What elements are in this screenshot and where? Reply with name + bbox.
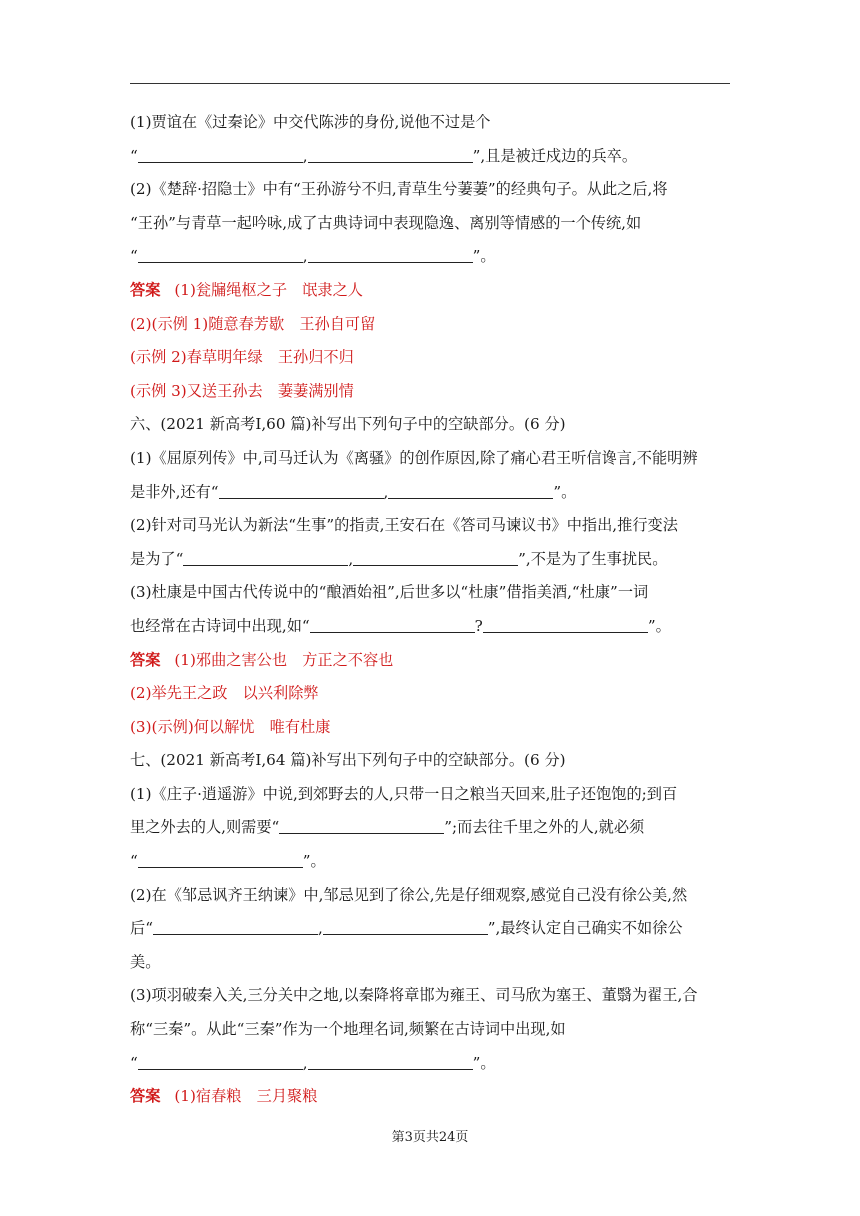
text-line: (3)项羽破秦入关,三分关中之地,以秦降将章邯为雍王、司马欣为塞王、董翳为翟王,合 [130, 986, 698, 1005]
line-prefix: “ [130, 852, 138, 871]
header-rule [130, 83, 730, 84]
text-line: 美。 [130, 952, 161, 971]
text-line: (1)《屈原列传》中,司马迁认为《离骚》的创作原因,除了痛心君王听信谗言,不能明辨 [130, 448, 698, 467]
answer-text: (1)宿春粮 三月聚粮 [174, 1087, 318, 1106]
fill-blank-line [130, 845, 732, 879]
text-line: (2)在《邹忌讽齐王纳谏》中,邹忌见到了徐公,先是仔细观察,感觉自己没有徐公美,然 [130, 885, 688, 904]
answer-blank[interactable] [183, 548, 348, 566]
line-prefix: 里之外去的人,则需要“ [130, 818, 280, 837]
answer-blank[interactable] [308, 1052, 473, 1070]
text-line: 六、(2021 新高考Ⅰ,60 篇)补写出下列句子中的空缺部分。(6 分) [130, 415, 566, 434]
fill-blank-line [130, 811, 732, 845]
answer-line: (2)(示例 1)随意春芳歇 王孙自可留 [130, 314, 376, 333]
answer-line: (2)举先王之政 以兴利除弊 [130, 684, 319, 703]
answer-label: 答案 [130, 1087, 161, 1106]
line-prefix: 是非外,还有“ [130, 482, 219, 501]
line-suffix: ”,不是为了生事扰民。 [518, 549, 668, 568]
line-prefix: 后“ [130, 919, 153, 938]
blank-separator: , [348, 549, 354, 568]
line-prefix: “ [130, 1053, 138, 1072]
text-line: “王孙”与青草一起吟咏,成了古典诗词中表现隐逸、离别等情感的一个传统,如 [130, 213, 642, 232]
answer-blank[interactable] [279, 816, 444, 834]
answer-blank[interactable] [138, 245, 303, 263]
answer-line [130, 644, 732, 678]
text-line: (1)贾谊在《过秦论》中交代陈涉的身份,说他不过是个 [130, 113, 491, 131]
line-suffix: ”。 [472, 247, 496, 266]
answer-blank[interactable] [323, 917, 488, 935]
blank-separator: , [317, 919, 323, 938]
line-suffix: ”。 [302, 852, 326, 871]
answer-label: 答案 [130, 650, 161, 669]
answer-blank[interactable] [310, 615, 475, 633]
answer-line [130, 1080, 732, 1114]
answer-text: (1)邪曲之害公也 方正之不容也 [174, 650, 394, 669]
answer-blank[interactable] [388, 481, 553, 499]
text-line: (2)《楚辞·招隐士》中有“王孙游兮不归,青草生兮萋萋”的经典句子。从此之后,将 [130, 180, 668, 199]
blank-separator: ? [474, 616, 483, 635]
answer-blank[interactable] [138, 850, 303, 868]
text-line: (1)《庄子·逍遥游》中说,到郊野去的人,只带一日之粮当天回来,肚子还饱饱的;到百 [130, 784, 678, 803]
line-suffix: ”。 [472, 1053, 496, 1072]
answer-text: (1)瓮牖绳枢之子 氓隶之人 [174, 280, 363, 299]
blank-separator: , [383, 482, 389, 501]
answer-blank[interactable] [353, 548, 518, 566]
blank-separator: , [302, 146, 308, 165]
blank-separator: , [302, 1053, 308, 1072]
document-body [130, 106, 732, 1114]
line-prefix: “ [130, 247, 138, 266]
line-prefix: “ [130, 146, 138, 165]
answer-label: 答案 [130, 280, 161, 299]
answer-blank[interactable] [308, 245, 473, 263]
fill-blank-line [130, 240, 732, 274]
answer-line: (示例 3)又送王孙去 萋萋满别情 [130, 381, 354, 400]
line-prefix: 是为了“ [130, 549, 184, 568]
answer-blank[interactable] [483, 615, 648, 633]
text-line: 七、(2021 新高考Ⅰ,64 篇)补写出下列句子中的空缺部分。(6 分) [130, 751, 566, 770]
answer-blank[interactable] [153, 917, 318, 935]
line-prefix: 也经常在古诗词中出现,如“ [130, 616, 310, 635]
text-line: (3)杜康是中国古代传说中的“酿酒始祖”,后世多以“杜康”借指美酒,“杜康”一词 [130, 583, 649, 602]
fill-blank-line [130, 543, 732, 577]
text-line: (2)针对司马光认为新法“生事”的指责,王安石在《答司马谏议书》中指出,推行变法 [130, 516, 678, 535]
blank-separator: , [302, 247, 308, 266]
line-suffix: ”,且是被迁戍边的兵卒。 [472, 146, 638, 165]
fill-blank-line [130, 610, 732, 644]
answer-blank[interactable] [308, 145, 473, 163]
fill-blank-line [130, 1047, 732, 1081]
fill-blank-line [130, 912, 732, 946]
answer-blank[interactable] [138, 145, 303, 163]
answer-line: (示例 2)春草明年绿 王孙归不归 [130, 348, 354, 367]
line-suffix: ”。 [647, 616, 671, 635]
answer-blank[interactable] [138, 1052, 303, 1070]
text-line: 称“三秦”。从此“三秦”作为一个地理名词,频繁在古诗词中出现,如 [130, 1020, 566, 1039]
line-suffix: ”,最终认定自己确实不如徐公 [487, 919, 683, 938]
fill-blank-line [130, 476, 732, 510]
line-suffix: ”。 [553, 482, 577, 501]
answer-line: (3)(示例)何以解忧 唯有杜康 [130, 717, 331, 736]
answer-blank[interactable] [219, 481, 384, 499]
page-footer: 第3页共24页 [391, 1130, 469, 1145]
answer-line [130, 274, 732, 308]
fill-blank-line [130, 140, 732, 174]
line-suffix: ”;而去往千里之外的人,就必须 [444, 818, 645, 837]
